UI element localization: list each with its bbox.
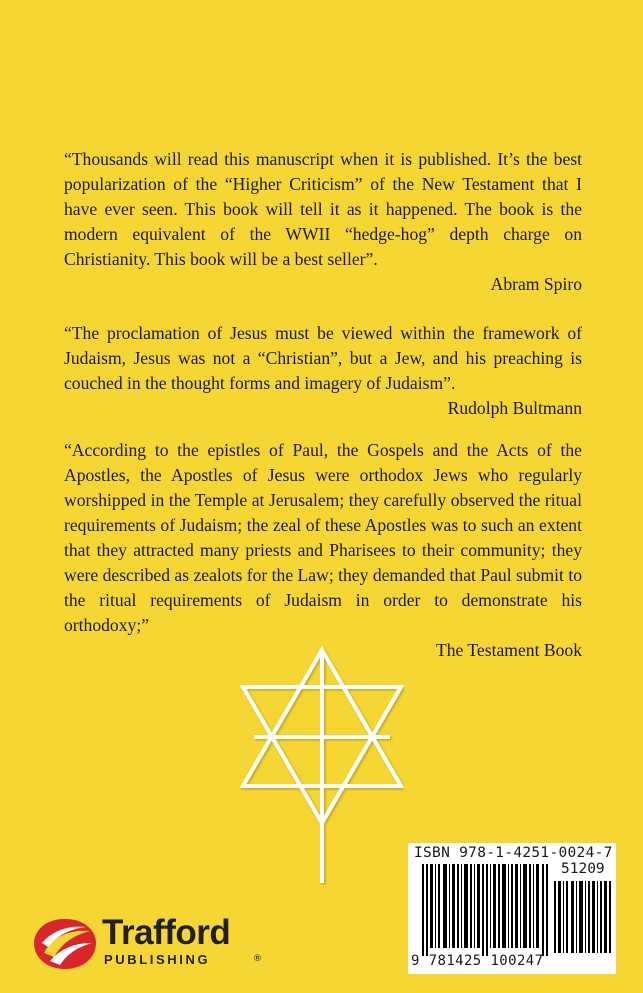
quote-text: “Thousands will read this manuscript when it is published. It’s the best popularization of the “Higher Criticism” of the New Testament that I have ever seen. This book will tell it as it happened. The book is the modern equivalent of the WWII “hedge-hog” depth charge on Christianity. This book will be a best seller”. (64, 149, 582, 269)
publisher-tagline: PUBLISHING (104, 952, 211, 967)
quote-author: The Testament Book (435, 640, 582, 660)
price-barcode-bars (554, 881, 612, 953)
barcode-digits: 9 781425 100247 (411, 953, 544, 969)
quote-author: Rudolph Bultmann (447, 398, 582, 418)
publisher-name: Trafford (102, 913, 231, 952)
quote-spiro (64, 147, 582, 297)
isbn-number: ISBN 978-1-4251-0024-7 (414, 845, 613, 861)
isbn-barcode (408, 843, 616, 974)
quote-text: “According to the epistles of Paul, the Gospels and the Acts of the Apostles, the Apostles of Jesus were orthodox Jews who regularly worshipped in the Temple at Jerusalem; they carefully observed the ritual requirements of Judaism; the zeal of these Apostles was to such an extent that they attracted many priests and Pharisees to their community; they were described as zealots for the Law; they demanded that Paul submit to the ritual requirements of Judaism in order to demonstrate his orthodoxy;” (64, 440, 582, 635)
quote-author: Abram Spiro (490, 274, 582, 294)
quote-testament-book (64, 438, 582, 663)
star-of-david-cross-icon (240, 645, 404, 885)
quote-text: “The proclamation of Jesus must be viewed within the framework of Judaism, Jesus was not a “Christian”, but a Jew, and his preaching is couched in the thought forms and imagery of Judaism”. (64, 323, 582, 393)
publisher-logo (30, 913, 290, 975)
quote-bultmann (64, 321, 582, 421)
ean-barcode-bars (422, 864, 548, 956)
price-code: 51209 (561, 861, 605, 877)
publisher-logo-icon (30, 913, 100, 975)
registered-mark: ® (253, 954, 262, 964)
